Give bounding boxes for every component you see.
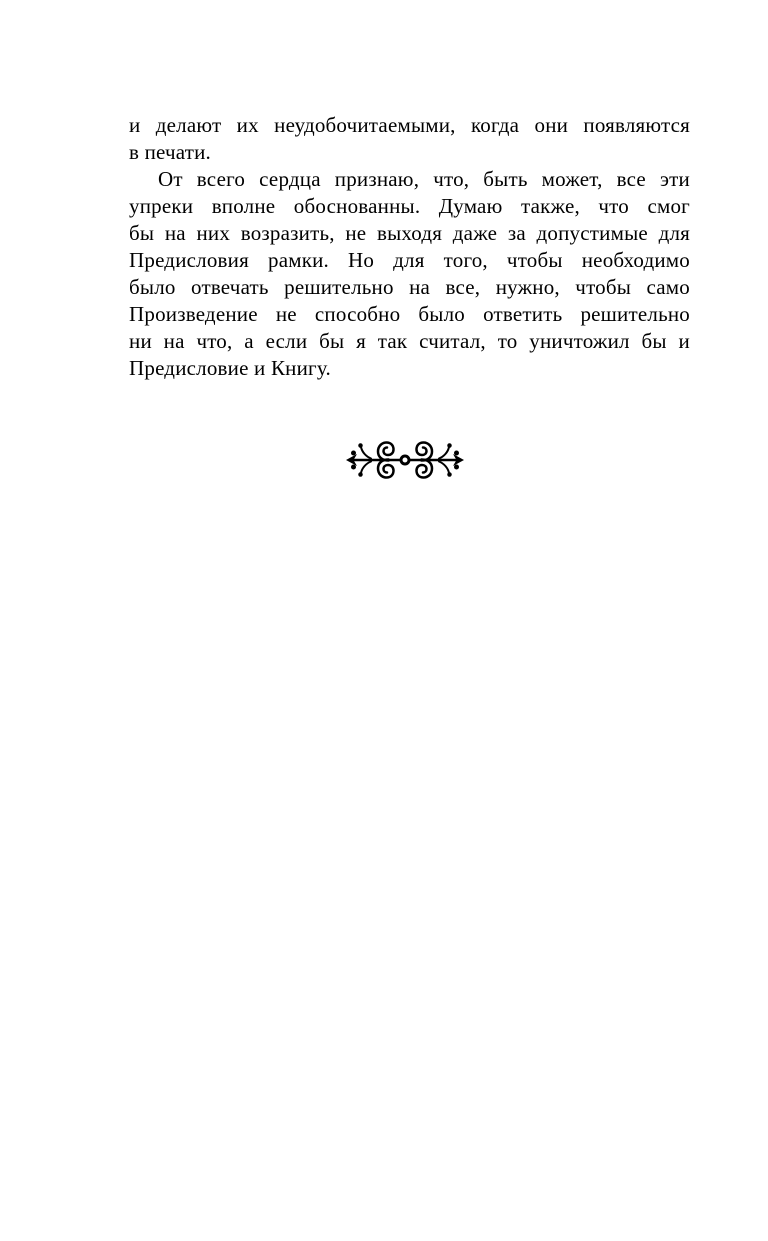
text-line: ни на что, а если бы я так считал, то уничтожил бы и xyxy=(129,329,690,353)
text-line: Произведение не способно было ответить решительно xyxy=(129,302,690,326)
text-line: бы на них возразить, не выходя даже за допустимые для xyxy=(129,221,690,245)
text-line: От всего сердца признаю, что, быть может, все эти xyxy=(158,167,690,191)
text-line: было отвечать решительно на все, нужно, чтобы само xyxy=(129,275,690,299)
text-block xyxy=(129,112,690,382)
paragraph-continuation xyxy=(129,112,690,166)
text-line: Предисловия рамки. Но для того, чтобы необходимо xyxy=(129,248,690,272)
flourish-divider-icon xyxy=(345,438,465,482)
paragraph-main xyxy=(129,166,690,382)
text-line: упреки вполне обоснованны. Думаю также, что смог xyxy=(129,194,690,218)
text-line: и делают их неудобочитаемыми, когда они появляются xyxy=(129,113,690,137)
text-line: в печати. xyxy=(129,140,212,164)
text-line: Предисловие и Книгу. xyxy=(129,356,331,380)
